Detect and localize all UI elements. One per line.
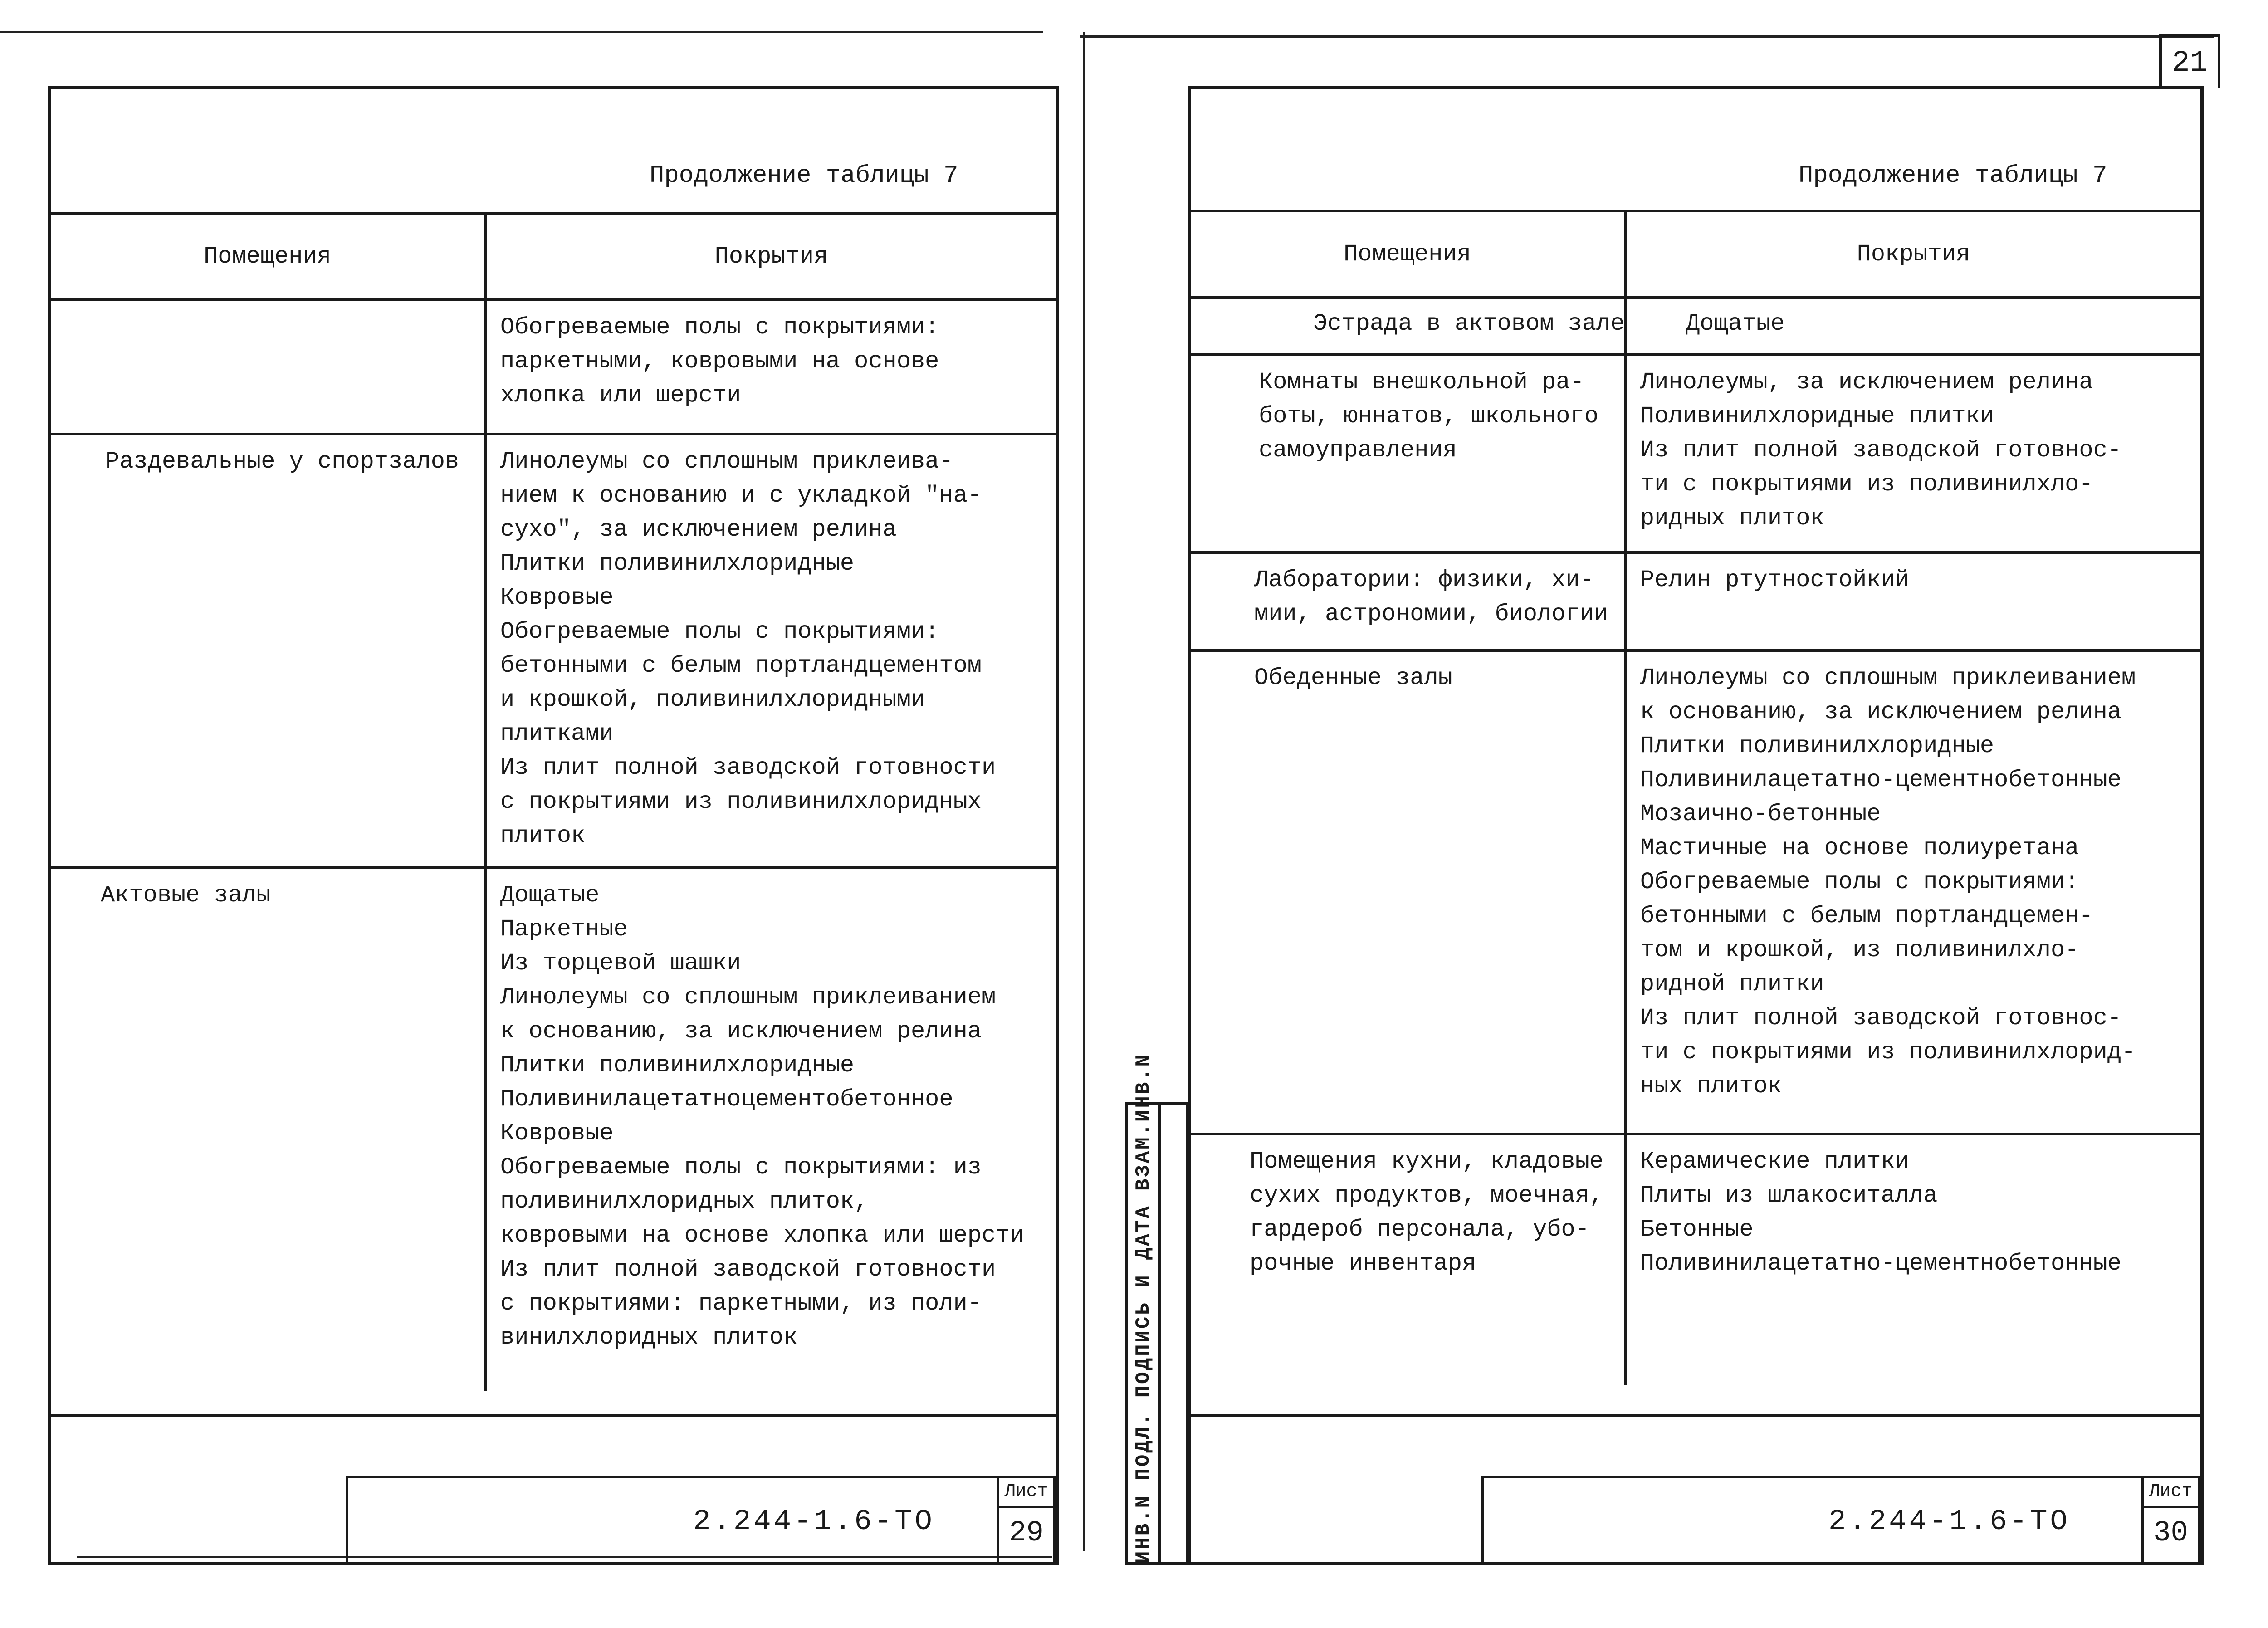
covering-line: Линолеумы со сплошным приклеива-: [500, 448, 953, 475]
binding-strip-label: ИНВ.N ПОДЛ. ПОДПИСЬ И ДАТА ВЗАМ.ИНВ.N: [1132, 1053, 1155, 1563]
page-number: 21: [2159, 34, 2220, 88]
room-cell: [1191, 1134, 1625, 1385]
table-row: [1191, 298, 2200, 355]
floor-coverings-table: [1191, 210, 2200, 1385]
covering-line: бетонными с белым портландцементом: [500, 652, 982, 679]
coverings-cell: [1625, 298, 2200, 355]
covering-line: с покрытиями из поливинилхлоридных: [500, 788, 982, 815]
covering-line: Поливинилацетатноцементобетонное: [500, 1086, 953, 1113]
top-scan-line-left: [0, 31, 1043, 33]
covering-line: Плиты из шлакоситалла: [1640, 1182, 1938, 1209]
covering-line: ных плиток: [1640, 1073, 1782, 1100]
covering-line: Дощатые: [1686, 310, 1785, 337]
header-rooms: Помещения: [1191, 212, 1625, 298]
room-line: сухих продуктов, моечная,: [1250, 1182, 1604, 1209]
covering-line: Из плит полной заводской готовнос-: [1640, 1005, 2121, 1032]
room-line: Обеденные залы: [1254, 665, 1452, 691]
covering-line: Линолеумы со сплошным приклеиванием: [500, 984, 996, 1011]
room-cell: [1191, 650, 1625, 1134]
covering-line: ковровыми на основе хлопка или шерсти: [500, 1222, 1024, 1249]
table-row: [1191, 355, 2200, 552]
table-row: [1191, 552, 2200, 650]
covering-line: с покрытиями: паркетными, из поли-: [500, 1290, 982, 1317]
document-code: 2.244-1.6-ТО: [693, 1506, 935, 1538]
room-cell: [51, 300, 485, 434]
covering-line: Обогреваемые полы с покрытиями: из: [500, 1154, 982, 1181]
covering-line: Из плит полной заводской готовнос-: [1640, 437, 2121, 464]
room-cell: [1191, 298, 1625, 355]
covering-line: винилхлоридных плиток: [500, 1324, 798, 1351]
covering-line: Поливинилацетатно-цементнобетонные: [1640, 1250, 2121, 1277]
document-code: 2.244-1.6-ТО: [1828, 1506, 2070, 1538]
sheet-label: Лист: [2144, 1478, 2198, 1508]
title-block-stamp: [346, 1476, 1056, 1562]
coverings-cell: [1625, 1134, 2200, 1385]
room-line: боты, юннатов, школьного: [1259, 403, 1598, 430]
covering-line: поливинилхлоридных плиток,: [500, 1188, 869, 1215]
covering-line: Поливинилхлоридные плитки: [1640, 403, 1994, 430]
covering-line: Мозаично-бетонные: [1640, 801, 1881, 827]
room-cell: [51, 434, 485, 868]
coverings-cell: [485, 300, 1056, 434]
room-line: Актовые залы: [101, 882, 271, 909]
covering-line: хлопка или шерсти: [500, 382, 741, 409]
covering-line: Мастичные на основе полиуретана: [1640, 835, 2079, 861]
room-line: Помещения кухни, кладовые: [1250, 1148, 1604, 1175]
covering-line: паркетными, ковровыми на основе: [500, 348, 939, 375]
header-coverings: Покрытия: [485, 215, 1056, 300]
covering-line: нием к основанию и с укладкой "на-: [500, 482, 982, 509]
covering-line: Бетонные: [1640, 1216, 1754, 1243]
coverings-cell: [1625, 552, 2200, 650]
right-sheet: [1188, 86, 2204, 1565]
table-row: [51, 434, 1056, 868]
covering-line: Керамические плитки: [1640, 1148, 1909, 1175]
binding-strip-divider: [1158, 1105, 1161, 1562]
covering-line: ти с покрытиями из поливинилхло-: [1640, 471, 2093, 498]
room-line: самоуправления: [1259, 437, 1457, 464]
covering-line: и крошкой, поливинилхлоридными: [500, 686, 925, 713]
coverings-cell: [485, 434, 1056, 868]
covering-line: ридной плитки: [1640, 971, 1824, 997]
covering-line: Поливинилацетатно-цементнобетонные: [1640, 767, 2121, 793]
header-coverings: Покрытия: [1625, 212, 2200, 298]
covering-line: том и крошкой, из поливинилхло-: [1640, 937, 2079, 963]
covering-line: бетонными с белым портландцемен-: [1640, 903, 2093, 929]
covering-line: Ковровые: [500, 1120, 614, 1147]
covering-line: плиток: [500, 822, 586, 849]
covering-line: к основанию, за исключением релина: [1640, 699, 2121, 725]
covering-line: Из плит полной заводской готовности: [500, 1256, 996, 1283]
covering-line: плитками: [500, 720, 614, 747]
room-line: Лаборатории: физики, хи-: [1254, 567, 1594, 593]
covering-line: Плитки поливинилхлоридные: [500, 550, 855, 577]
covering-line: сухо", за исключением релина: [500, 516, 897, 543]
covering-line: ти с покрытиями из поливинилхлорид-: [1640, 1039, 2136, 1066]
table-continuation-caption: Продолжение таблицы 7: [1799, 162, 2107, 190]
covering-line: Обогреваемые полы с покрытиями:: [500, 618, 939, 645]
center-fold-line: [1083, 32, 1085, 1551]
covering-line: Паркетные: [500, 916, 628, 943]
sheet-number-box: [2141, 1478, 2198, 1562]
room-line: Комнаты внешкольной ра-: [1259, 369, 1584, 396]
room-line: мии, астрономии, биологии: [1254, 601, 1608, 627]
room-cell: [1191, 355, 1625, 552]
covering-line: Плитки поливинилхлоридные: [1640, 733, 1994, 759]
covering-line: Обогреваемые полы с покрытиями:: [1640, 869, 2079, 895]
title-block-stamp: [1481, 1476, 2200, 1562]
sheet-footer: [1191, 1414, 2200, 1562]
table-row: [1191, 1134, 2200, 1385]
covering-line: Обогреваемые полы с покрытиями:: [500, 314, 939, 341]
table-row: [1191, 650, 2200, 1134]
covering-line: ридных плиток: [1640, 505, 1824, 532]
covering-line: Из плит полной заводской готовности: [500, 754, 996, 781]
covering-line: к основанию, за исключением релина: [500, 1018, 982, 1045]
sheet-number: 29: [1009, 1517, 1044, 1550]
covering-line: Дощатые: [500, 882, 600, 909]
floor-coverings-table: [51, 212, 1056, 1391]
left-sheet: [48, 86, 1059, 1565]
sheet-footer: [51, 1414, 1056, 1562]
covering-line: Ковровые: [500, 584, 614, 611]
binding-strip: [1125, 1053, 1188, 1565]
coverings-cell: [1625, 650, 2200, 1134]
table-row: [51, 868, 1056, 1391]
covering-line: Линолеумы, за исключением релина: [1640, 369, 2093, 396]
room-line: Раздевальные у спортзалов: [105, 448, 459, 475]
room-cell: [51, 868, 485, 1391]
room-line: гардероб персонала, убо-: [1250, 1216, 1589, 1243]
room-cell: [1191, 552, 1625, 650]
header-rooms: Помещения: [51, 215, 485, 300]
sheet-label: Лист: [999, 1478, 1053, 1508]
coverings-cell: [1625, 355, 2200, 552]
table-continuation-caption: Продолжение таблицы 7: [650, 162, 958, 190]
sheet-number: 30: [2153, 1517, 2188, 1550]
sheet-number-box: [997, 1478, 1053, 1562]
covering-line: Линолеумы со сплошным приклеиванием: [1640, 665, 2136, 691]
top-scan-line-right: [1080, 35, 2214, 38]
coverings-cell: [485, 868, 1056, 1391]
covering-line: Плитки поливинилхлоридные: [500, 1052, 855, 1079]
covering-line: Релин ртутностойкий: [1640, 567, 1909, 593]
covering-line: Из торцевой шашки: [500, 950, 741, 977]
room-line: Эстрада в актовом зале: [1313, 310, 1625, 337]
table-row: [51, 300, 1056, 434]
room-line: рочные инвентаря: [1250, 1250, 1476, 1277]
